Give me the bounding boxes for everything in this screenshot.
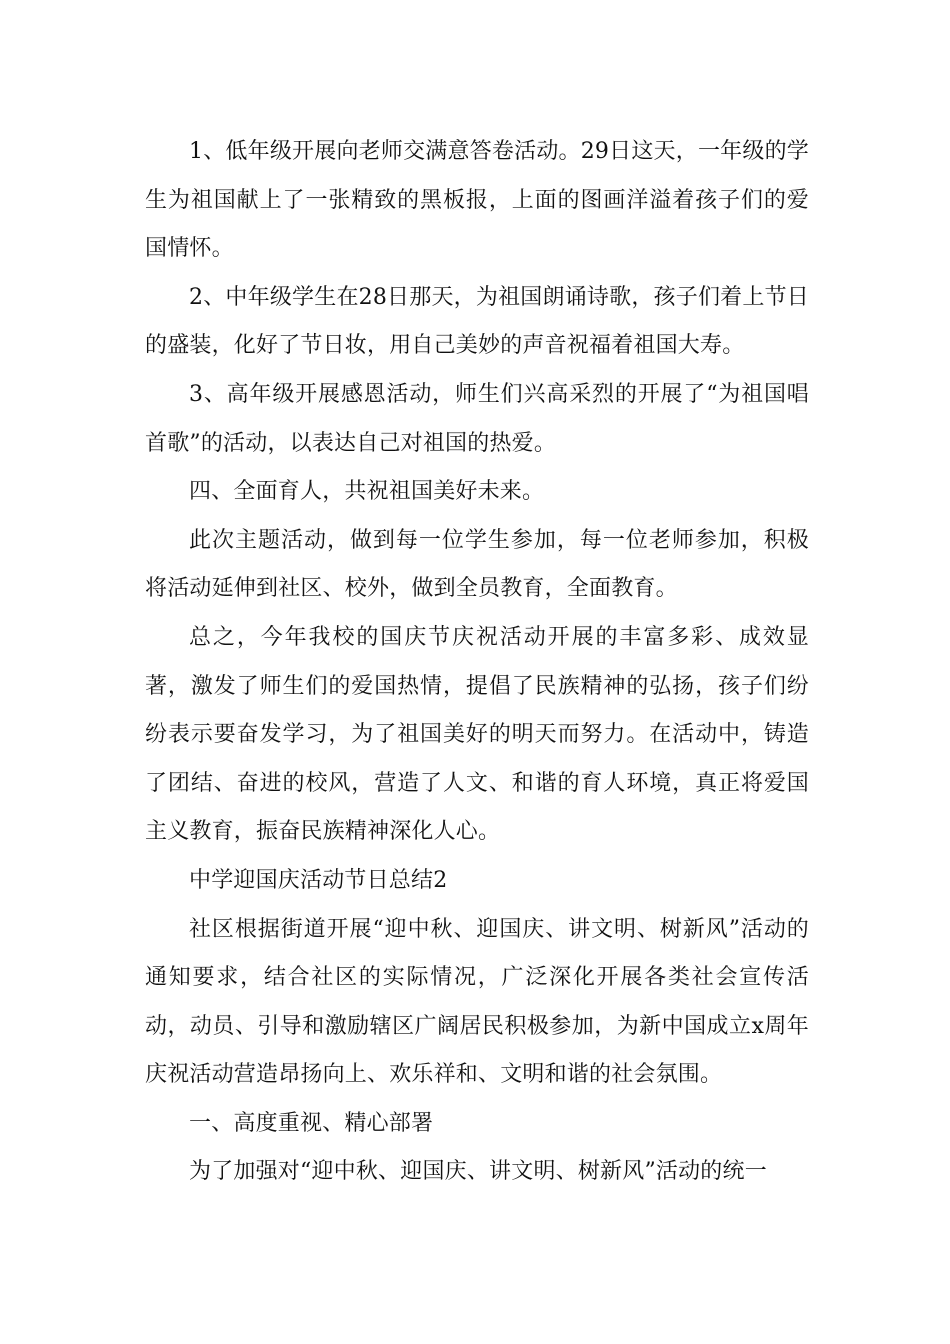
- section-heading-comprehensive-education: 四、全面育人，共祝祖国美好未来。: [189, 479, 545, 505]
- paragraph-participation: 此次主题活动，做到每一位学生参加，每一位老师参加，积极将活动延伸到社区、校外，做到全员教育，全面教育。: [145, 527, 809, 602]
- paragraph-middle-grade-activity: 2、中年级学生在28日那天，为祖国朗诵诗歌，孩子们着上节日的盛装，化好了节日妆，用自己美妙的声音祝福着祖国大寿。: [145, 284, 809, 359]
- document-subtitle: 中学迎国庆活动节日总结2: [189, 867, 448, 893]
- paragraph-upper-grade-activity: 3、高年级开展感恩活动，师生们兴高采烈的开展了“为祖国唱首歌”的活动，以表达自己对祖国的热爱。: [145, 381, 809, 456]
- paragraph-unified-activity: 为了加强对“迎中秋、迎国庆、讲文明、树新风”活动的统一: [189, 1159, 767, 1185]
- paragraph-lower-grade-activity: 1、低年级开展向老师交满意答卷活动。29日这天，一年级的学生为祖国献上了一张精致的黑板报，上面的图画洋溢着孩子们的爱国情怀。: [145, 139, 809, 262]
- document-body: [145, 128, 809, 1197]
- paragraph-summary: 总之，今年我校的国庆节庆祝活动开展的丰富多彩、成效显著，激发了师生们的爱国热情，提倡了民族精神的弘扬，孩子们纷纷表示要奋发学习，为了祖国美好的明天而努力。在活动中，铸造了团结、奋进的校风，营造了人文、和谐的育人环境，真正将爱国主义教育，振奋民族精神深化人心。: [145, 624, 809, 845]
- paragraph-community-activity: 社区根据街道开展“迎中秋、迎国庆、讲文明、树新风”活动的通知要求，结合社区的实际情况，广泛深化开展各类社会宣传活动，动员、引导和激励辖区广阔居民积极参加，为新中国成立x周年庆祝活动营造昂扬向上、欢乐祥和、文明和谐的社会氛围。: [145, 916, 809, 1088]
- section-heading-attention-deployment: 一、高度重视、精心部署: [189, 1110, 434, 1136]
